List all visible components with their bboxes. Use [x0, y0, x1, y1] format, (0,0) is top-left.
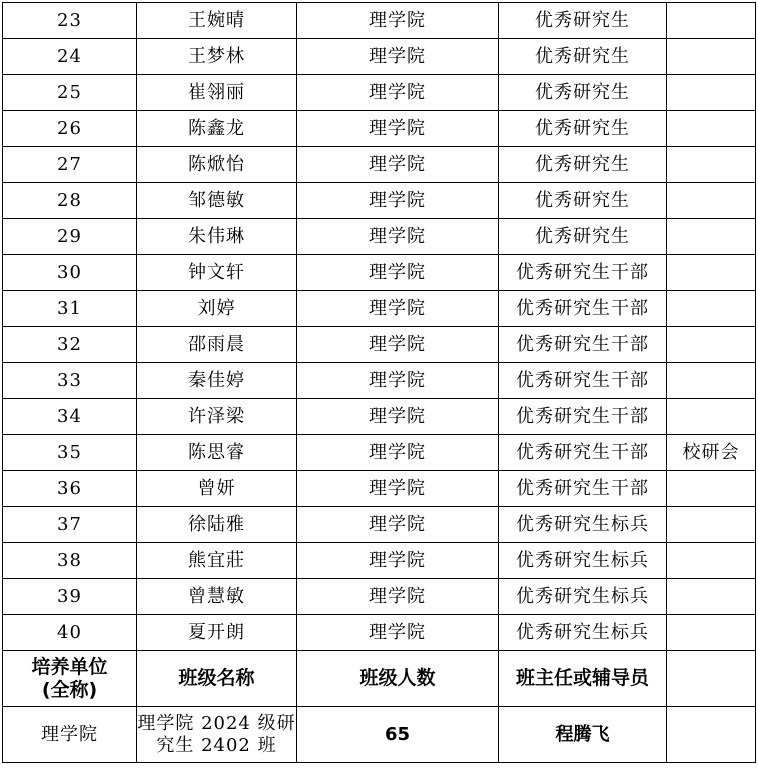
serial-number-cell: 23: [3, 3, 137, 39]
table-row: [3, 543, 756, 579]
college-cell: 理学院: [297, 75, 499, 111]
table-row: [3, 615, 756, 651]
roster-body: [3, 3, 756, 651]
note-cell: [667, 543, 756, 579]
award-cell: 优秀研究生标兵: [499, 615, 667, 651]
award-cell: 优秀研究生干部: [499, 255, 667, 291]
note-cell: [667, 507, 756, 543]
college-cell: 理学院: [297, 579, 499, 615]
advisor-cell: 程腾飞: [499, 707, 667, 763]
college-cell: 理学院: [297, 147, 499, 183]
note-cell: [667, 255, 756, 291]
award-roster-table: [2, 2, 756, 763]
college-cell: 理学院: [297, 3, 499, 39]
student-name-cell: 夏开朗: [137, 615, 297, 651]
award-cell: 优秀研究生标兵: [499, 507, 667, 543]
serial-number-cell: 33: [3, 363, 137, 399]
student-name-cell: 崔翎丽: [137, 75, 297, 111]
student-name-cell: 陈焮怡: [137, 147, 297, 183]
award-cell: 优秀研究生干部: [499, 435, 667, 471]
serial-number-cell: 39: [3, 579, 137, 615]
table-row: [3, 111, 756, 147]
note-cell: [667, 579, 756, 615]
student-name-cell: 曾妍: [137, 471, 297, 507]
award-cell: 优秀研究生: [499, 147, 667, 183]
note-cell: [667, 183, 756, 219]
unit-header-line2: (全称): [41, 678, 98, 701]
student-name-cell: 邹德敏: [137, 183, 297, 219]
class-size-header-cell: 班级人数: [297, 651, 499, 707]
table-row: [3, 255, 756, 291]
award-cell: 优秀研究生: [499, 183, 667, 219]
award-cell: 优秀研究生标兵: [499, 579, 667, 615]
note-cell: [667, 75, 756, 111]
note-cell: [667, 327, 756, 363]
award-cell: 优秀研究生干部: [499, 471, 667, 507]
serial-number-cell: 27: [3, 147, 137, 183]
serial-number-cell: 36: [3, 471, 137, 507]
college-cell: 理学院: [297, 111, 499, 147]
serial-number-cell: 24: [3, 39, 137, 75]
serial-number-cell: 35: [3, 435, 137, 471]
extra-cell: [667, 707, 756, 763]
student-name-cell: 许泽梁: [137, 399, 297, 435]
table-row: [3, 3, 756, 39]
student-name-cell: 王婉晴: [137, 3, 297, 39]
table-row: [3, 507, 756, 543]
student-name-cell: 邵雨晨: [137, 327, 297, 363]
serial-number-cell: 32: [3, 327, 137, 363]
student-name-cell: 陈鑫龙: [137, 111, 297, 147]
college-cell: 理学院: [297, 399, 499, 435]
table-row: [3, 399, 756, 435]
college-cell: 理学院: [297, 255, 499, 291]
college-cell: 理学院: [297, 543, 499, 579]
student-name-cell: 徐陆雅: [137, 507, 297, 543]
unit-header-line1: 培养单位: [31, 655, 108, 678]
table-row: [3, 471, 756, 507]
award-cell: 优秀研究生: [499, 75, 667, 111]
award-cell: 优秀研究生干部: [499, 399, 667, 435]
student-name-cell: 陈思睿: [137, 435, 297, 471]
note-cell: [667, 471, 756, 507]
award-cell: 优秀研究生: [499, 111, 667, 147]
college-cell: 理学院: [297, 615, 499, 651]
serial-number-cell: 30: [3, 255, 137, 291]
class-header-row: [3, 651, 756, 707]
award-cell: 优秀研究生标兵: [499, 543, 667, 579]
serial-number-cell: 40: [3, 615, 137, 651]
college-cell: 理学院: [297, 327, 499, 363]
table-row: [3, 183, 756, 219]
table-row: [3, 327, 756, 363]
table-row: [3, 39, 756, 75]
table-row: [3, 363, 756, 399]
unit-header-cell: [3, 651, 137, 707]
serial-number-cell: 34: [3, 399, 137, 435]
college-cell: 理学院: [297, 39, 499, 75]
class-name-header-cell: 班级名称: [137, 651, 297, 707]
college-cell: 理学院: [297, 471, 499, 507]
class-info-row: [3, 707, 756, 763]
table-row: [3, 219, 756, 255]
serial-number-cell: 38: [3, 543, 137, 579]
table-row: [3, 579, 756, 615]
award-cell: 优秀研究生干部: [499, 327, 667, 363]
student-name-cell: 王梦林: [137, 39, 297, 75]
note-cell: [667, 111, 756, 147]
college-cell: 理学院: [297, 507, 499, 543]
college-cell: 理学院: [297, 219, 499, 255]
student-name-cell: 熊宜莊: [137, 543, 297, 579]
college-cell: 理学院: [297, 183, 499, 219]
award-cell: 优秀研究生: [499, 39, 667, 75]
table-row: [3, 75, 756, 111]
note-cell: 校研会: [667, 435, 756, 471]
college-cell: 理学院: [297, 291, 499, 327]
class-name-line1: 理学院 2024 级研: [137, 712, 296, 734]
advisor-header-cell: 班主任或辅导员: [499, 651, 667, 707]
serial-number-cell: 37: [3, 507, 137, 543]
serial-number-cell: 28: [3, 183, 137, 219]
unit-cell: 理学院: [3, 707, 137, 763]
note-cell: [667, 39, 756, 75]
table-row: [3, 147, 756, 183]
college-cell: 理学院: [297, 435, 499, 471]
award-cell: 优秀研究生: [499, 219, 667, 255]
note-cell: [667, 147, 756, 183]
serial-number-cell: 31: [3, 291, 137, 327]
award-cell: 优秀研究生干部: [499, 363, 667, 399]
note-cell: [667, 291, 756, 327]
class-info-section: [3, 651, 756, 763]
note-cell: [667, 363, 756, 399]
student-name-cell: 钟文轩: [137, 255, 297, 291]
serial-number-cell: 26: [3, 111, 137, 147]
award-cell: 优秀研究生干部: [499, 291, 667, 327]
note-cell: [667, 219, 756, 255]
serial-number-cell: 29: [3, 219, 137, 255]
class-name-line2: 究生 2402 班: [156, 734, 277, 756]
note-cell: [667, 615, 756, 651]
student-name-cell: 朱伟琳: [137, 219, 297, 255]
student-name-cell: 秦佳婷: [137, 363, 297, 399]
college-cell: 理学院: [297, 363, 499, 399]
serial-number-cell: 25: [3, 75, 137, 111]
extra-header-cell: [667, 651, 756, 707]
student-name-cell: 曾慧敏: [137, 579, 297, 615]
note-cell: [667, 399, 756, 435]
table-row: [3, 435, 756, 471]
class-name-cell: [137, 707, 297, 763]
note-cell: [667, 3, 756, 39]
award-cell: 优秀研究生: [499, 3, 667, 39]
student-name-cell: 刘婷: [137, 291, 297, 327]
class-size-cell: 65: [297, 707, 499, 763]
table-row: [3, 291, 756, 327]
